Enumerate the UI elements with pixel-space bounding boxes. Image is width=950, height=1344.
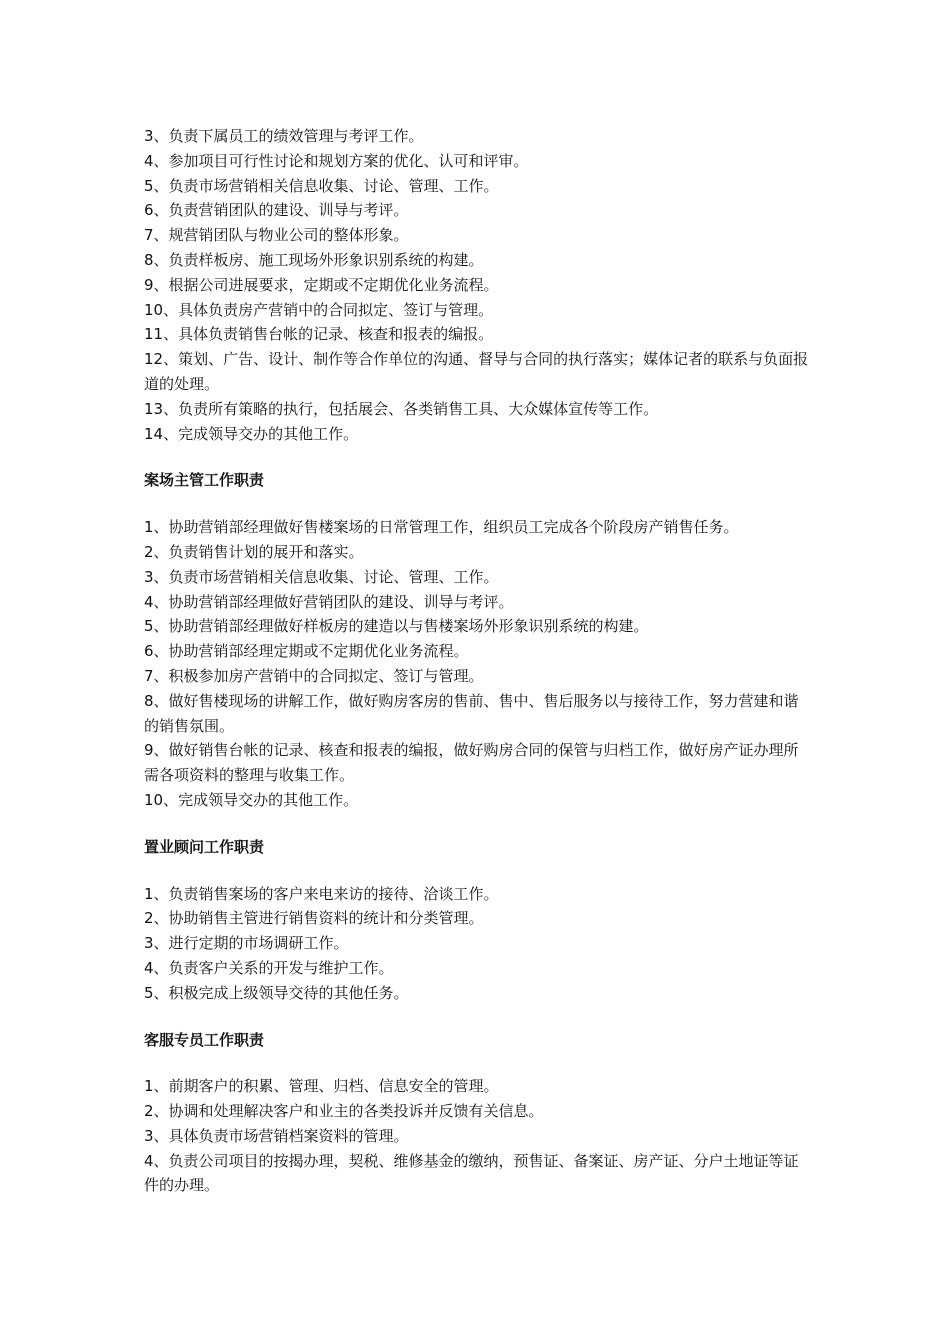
top-duty-list	[144, 124, 810, 446]
list-item: 3、负责市场营销相关信息收集、讨论、管理、工作。	[144, 567, 499, 586]
supervisor-duty-list	[144, 515, 810, 813]
list-item: 11、具体负责销售台帐的记录、核查和报表的编报。	[144, 325, 494, 344]
list-item: 3、具体负责市场营销档案资料的管理。	[144, 1126, 409, 1145]
list-item: 6、负责营销团队的建设、训导与考评。	[144, 201, 409, 220]
list-item: 3、进行定期的市场调研工作。	[144, 934, 349, 953]
list-item: 3、负责下属员工的绩效管理与考评工作。	[144, 127, 424, 145]
list-item: 1、负责销售案场的客户来电来访的接待、洽谈工作。	[144, 884, 499, 903]
list-item: 2、协助销售主管进行销售资料的统计和分类管理。	[144, 909, 484, 928]
list-item: 5、积极完成上级领导交待的其他任务。	[144, 983, 409, 1002]
list-item: 5、协助营销部经理做好样板房的建造以与售楼案场外形象识别系统的构建。	[144, 617, 649, 636]
list-item: 12、策划、广告、设计、制作等合作单位的沟通、督导与合同的执行落实；媒体记者的联系与负面报道的处理。	[144, 350, 809, 393]
document-page	[144, 124, 810, 1198]
list-item: 7、积极参加房产营销中的合同拟定、签订与管理。	[144, 666, 484, 685]
list-item: 10、完成领导交办的其他工作。	[144, 790, 359, 809]
list-item: 8、负责样板房、施工现场外形象识别系统的构建。	[144, 250, 484, 269]
section-heading-consultant: 置业顾问工作职责	[144, 837, 265, 856]
list-item: 4、负责客户关系的开发与维护工作。	[144, 958, 394, 977]
consultant-duty-list	[144, 882, 810, 1006]
list-item: 2、负责销售计划的展开和落实。	[144, 542, 364, 561]
list-item: 14、完成领导交办的其他工作。	[144, 424, 359, 443]
list-item: 2、协调和处理解决客户和业主的各类投诉并反馈有关信息。	[144, 1102, 544, 1121]
list-item: 10、具体负责房产营销中的合同拟定、签订与管理。	[144, 300, 494, 319]
customer-service-duty-list	[144, 1074, 810, 1198]
section-heading-supervisor: 案场主管工作职责	[144, 471, 265, 490]
list-item: 4、参加项目可行性讨论和规划方案的优化、认可和评审。	[144, 151, 529, 170]
list-item: 8、做好售楼现场的讲解工作，做好购房客房的售前、售中、售后服务以与接待工作，努力营建和谐的销售氛围。	[144, 691, 799, 735]
list-item: 4、负责公司项目的按揭办理，契税、维修基金的缴纳，预售证、备案证、房产证、分户土地证等证件的办理。	[144, 1151, 799, 1195]
list-item: 1、协助营销部经理做好售楼案场的日常管理工作，组织员工完成各个阶段房产销售任务。	[144, 518, 739, 537]
list-item: 9、做好销售台帐的记录、核查和报表的编报，做好购房合同的保管与归档工作，做好房产证办理所需各项资料的整理与收集工作。	[144, 741, 799, 785]
section-heading-customer-service: 客服专员工作职责	[144, 1030, 265, 1049]
list-item: 9、根据公司进展要求，定期或不定期优化业务流程。	[144, 275, 499, 294]
list-item: 7、规营销团队与物业公司的整体形象。	[144, 226, 409, 245]
list-item: 5、负责市场营销相关信息收集、讨论、管理、工作。	[144, 176, 499, 195]
list-item: 4、协助营销部经理做好营销团队的建设、训导与考评。	[144, 592, 514, 611]
list-item: 13、负责所有策略的执行，包括展会、各类销售工具、大众媒体宣传等工作。	[144, 399, 659, 418]
list-item: 6、协助营销部经理定期或不定期优化业务流程。	[144, 642, 469, 661]
list-item: 1、前期客户的积累、管理、归档、信息安全的管理。	[144, 1077, 499, 1096]
